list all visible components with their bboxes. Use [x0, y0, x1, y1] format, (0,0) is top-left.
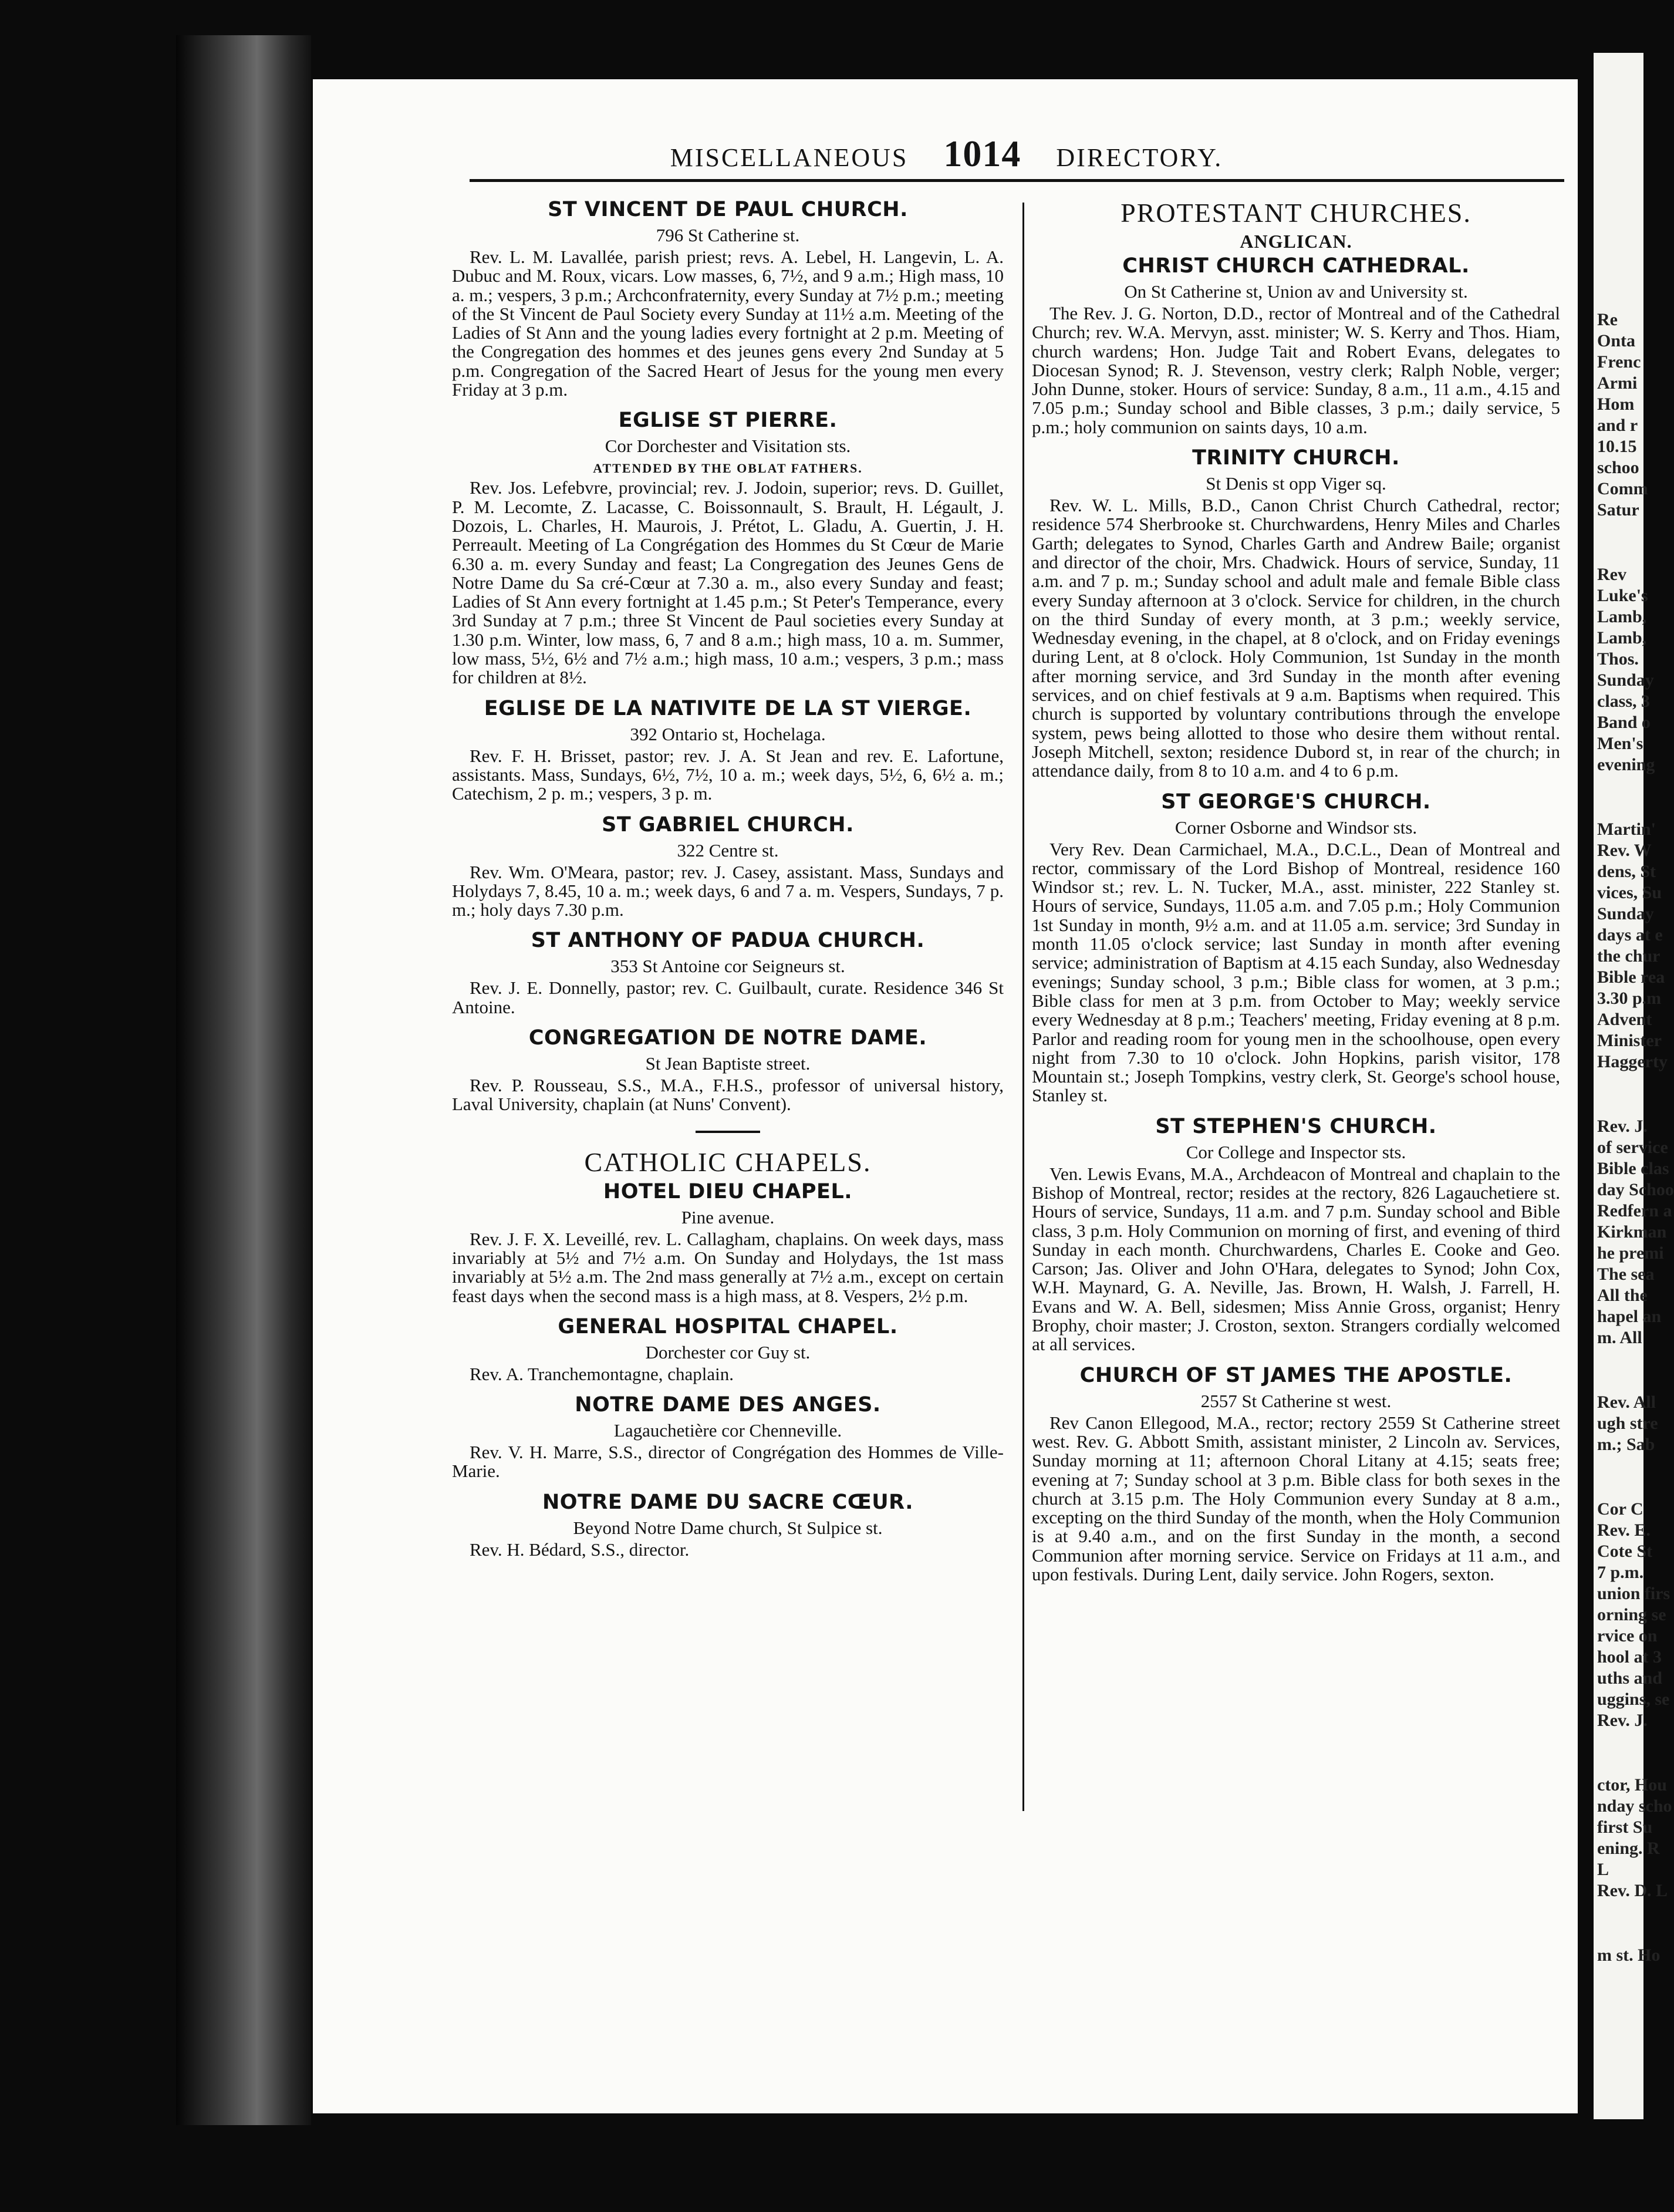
- next-page-fragment: L: [1597, 1860, 1609, 1879]
- next-page-edge: [1594, 53, 1674, 2119]
- entry-text: Rev. H. Bédard, S.S., director.: [470, 1539, 690, 1560]
- next-page-fragment: Bible rea: [1597, 967, 1665, 987]
- next-page-fragment: Frenc: [1597, 352, 1641, 372]
- entry-title: NOTRE DAME DES ANGES.: [575, 1393, 881, 1417]
- next-page-fragment: Rev. D. L: [1597, 1881, 1668, 1900]
- entry-text: Very Rev. Dean Carmichael, M.A., D.C.L., Dean of Montreal and rector, commissary of the Lord Bishop of Montreal, residence 160 Windsor st.; rev. L. N. Tucker, M.A., asst. minister, 222 Stanley st. Hours of service, Sundays, 11.05 a.m. and 7.05 p.m.; Holy Communion 1st Sunday in month, 9½ a.m. and at 11.05 a.m. service; 3rd Sunday in month 11.05 o'clock service; last Sunday in month after evening service; administration of Baptism at 4.15 each Sunday, also Wednesday evenings; Sunday school, 3 p.m.; Bible class for women, at 3 p.m.; Bible class for men at 3 p.m. from October to May; weekly service every Wednesday at 8 p.m.; Teachers' meeting, Friday evening at 8 p.m. Parlor and reading room for young men in the schoolhouse, open every night from 7.30 to 10 o'clock. John Hopkins, parish visitor, 178 Mountain st.; Joseph Tompkins, vestry clerk, St. George's school house, Stanley st.: [1032, 838, 1560, 1106]
- entry-address: 322 Centre st.: [677, 839, 779, 861]
- entry-text: Rev. J. E. Donnelly, pastor; rev. C. Guilbault, curate. Residence 346 St Antoine.: [452, 977, 1004, 1017]
- entry-text: Rev. P. Rousseau, S.S., M.A., F.H.S., professor of universal history, Laval University, chaplain (at Nuns' Convent).: [452, 1075, 1004, 1115]
- entry-general-hospital: [452, 1314, 1004, 1384]
- next-page-fragment: Luke's: [1597, 586, 1648, 605]
- entry-st-stephen: [1032, 1114, 1560, 1354]
- next-page-fragment: Lamb,: [1597, 607, 1647, 626]
- next-page-fragment: Advent: [1597, 1010, 1652, 1029]
- next-page-fragment: hapel an: [1597, 1307, 1662, 1326]
- next-page-fragment: 7 p.m.: [1597, 1563, 1644, 1582]
- entry-title: ST STEPHEN'S CHURCH.: [1155, 1114, 1437, 1138]
- next-page-fragment: day Schoo: [1597, 1180, 1674, 1199]
- entry-hotel-dieu: [452, 1179, 1004, 1306]
- next-page-fragment: orning se: [1597, 1605, 1666, 1624]
- next-page-fragment: ening. R: [1597, 1839, 1660, 1858]
- entry-st-anthony: [452, 928, 1004, 1017]
- entry-title: ST GEORGE'S CHURCH.: [1161, 790, 1431, 814]
- next-page-fragment: uggins, se: [1597, 1690, 1670, 1709]
- entry-title: CONGREGATION DE NOTRE DAME.: [528, 1026, 927, 1050]
- next-page-fragment: Satur: [1597, 500, 1639, 520]
- next-page-fragment: Sunday: [1597, 904, 1654, 923]
- next-page-fragment: union firs: [1597, 1584, 1670, 1603]
- next-page-fragment: Band o: [1597, 713, 1651, 732]
- entry-address: St Jean Baptiste street.: [645, 1053, 811, 1074]
- entry-text: Rev. J. F. X. Leveillé, rev. L. Callagham, chaplains. On week days, mass invariably at 5½ and 7½ a.m. On Sunday and Holydays, the 1st mass invariably at 5½ a.m. The 2nd mass generally at 7½ a.m., except on certain feast days when the second mass is a high mass, at 8. Vespers, 2½ p.m.: [452, 1228, 1004, 1306]
- next-page-fragment: ugh stre: [1597, 1414, 1658, 1433]
- entry-address: Beyond Notre Dame church, St Sulpice st.: [573, 1517, 883, 1538]
- next-page-fragment: Sunday: [1597, 670, 1654, 690]
- next-page-fragment: Lamb,: [1597, 628, 1647, 648]
- entry-trinity: [1032, 445, 1560, 780]
- next-page-fragment: hool at 3: [1597, 1647, 1662, 1667]
- entry-text: Rev. F. H. Brisset, pastor; rev. J. A. St Jean and rev. E. Lafortune, assistants. Mass, Sundays, 6½, 7½, 10 a. m.; week days, 5½, 6, 6½ a. m.; Catechism, 2 p. m.; vespers, 3 p. m.: [452, 745, 1004, 804]
- entry-notre-dame-des-anges: [452, 1392, 1004, 1481]
- section-divider: [696, 1131, 760, 1133]
- subsection-anglican: ANGLICAN.: [1240, 231, 1352, 252]
- next-page-fragment: days at e: [1597, 925, 1663, 945]
- entry-text: The Rev. J. G. Norton, D.D., rector of Montreal and of the Cathedral Church; rev. W.A. Mervyn, asst. minister; W. S. Kerry and Thos. Hiam, church wardens; Hon. Judge Tait and Robert Evans, delegates to Diocesan Synod; R. J. Stevenson, vestry clerk; Ralph Noble, verger; John Dunne, stoker. Hours of service: Sunday, 8 a.m., 11 a.m., 4.15 and 7.05 p.m.; Sunday school and Bible classes, 3 p.m.; daily service, 5 p.m.; holy communion on saints days, 10 a.m.: [1032, 303, 1560, 437]
- next-page-fragment: evening: [1597, 755, 1655, 774]
- next-page-fragment: of service: [1597, 1138, 1668, 1157]
- next-page-fragment: Rev. All: [1597, 1392, 1656, 1412]
- header-left: MISCELLANEOUS: [670, 143, 909, 172]
- next-page-fragment: Cote St: [1597, 1542, 1653, 1561]
- next-page-fragment: All the: [1597, 1286, 1648, 1305]
- entry-title: HOTEL DIEU CHAPEL.: [603, 1179, 853, 1203]
- entry-note: ATTENDED BY THE OBLAT FATHERS.: [593, 461, 863, 476]
- entry-text: Rev. A. Tranchemontagne, chaplain.: [470, 1363, 734, 1384]
- entry-text: Rev. Jos. Lefebvre, provincial; rev. J. Jodoin, superior; revs. D. Guillet, P. M. Lecomte, Z. Lacasse, C. Boissonnault, S. Brault, H. Légault, J. Dozois, L. Charles, H. Maurois, J. Prétot, L. Gladu, A. Guertin, J. H. Perreault. Meeting of La Congrégation des Hommes du St Cœur de Marie 6.30 a. m. every Sunday and feast; La Congregation des Jeunes Gens de Notre Dame du Sa cré-Cœur at 7.30 a. m., also every Sunday and feast; Ladies of St Ann every fortnight at 1.45 p.m.; St Peter's Temperance, every 3rd Sunday at 7 p.m.; three St Vincent de Paul societies every Sunday at 1.30 p.m. Winter, low mass, 6, 7 and 8 a.m.; high mass, 10 a. m. Summer, low mass, 5½, 6½ and 7½ a.m.; high mass, 10 a.m.; vespers, 3 p.m.; mass for children at 8½.: [452, 477, 1004, 688]
- next-page-fragment: Onta: [1597, 331, 1636, 350]
- next-page-fragment: Hom: [1597, 394, 1635, 414]
- next-page-fragment: Bible clas: [1597, 1159, 1669, 1178]
- next-page-fragment: Haggerty: [1597, 1052, 1668, 1071]
- page-number: 1014: [943, 133, 1021, 174]
- next-page-fragment: 3.30 p.m: [1597, 989, 1662, 1008]
- entry-text: Rev. V. H. Marre, S.S., director of Congrégation des Hommes de Ville-Marie.: [452, 1442, 1004, 1482]
- next-page-fragment: The sea: [1597, 1265, 1655, 1284]
- entry-address: 2557 St Catherine st west.: [1200, 1390, 1392, 1411]
- entry-text: Rev. L. M. Lavallée, parish priest; revs. A. Lebel, H. Langevin, L. A. Dubuc and M. Roux, vicars. Low masses, 6, 7½, and 9 a.m.; High mass, 10 a. m.; vespers, 3 p.m.; Archconfraternity, every Sunday at 7½ p.m.; meeting of the St Vincent de Paul Society every Sunday at 11½ a.m. Meeting of the Ladies of St Ann and the young ladies every fortnight at 2 p.m. Meeting of the Congregation des hommes et des jeunes gens every 2nd Sunday at 5 p.m. Congregation of the Sacred Heart of Jesus for the young men every Friday at 3 p.m.: [452, 247, 1004, 400]
- header-rule: [470, 179, 1564, 182]
- entry-text: Rev. Wm. O'Meara, pastor; rev. J. Casey, assistant. Mass, Sundays and Holydays 7, 8.45, 10 a. m.; week days, 6 and 7 a. m. Vespers, Sundays, 7 p. m.; holy days 7.30 p.m.: [452, 861, 1004, 920]
- entry-st-george: [1032, 789, 1560, 1105]
- entry-st-james: [1032, 1363, 1560, 1584]
- book-spine: [176, 35, 311, 2125]
- column-divider: [1022, 203, 1024, 1811]
- entry-notre-dame-sacre-coeur: [452, 1489, 1004, 1559]
- next-page-fragment: m. All: [1597, 1328, 1642, 1347]
- entry-title: CHRIST CHURCH CATHEDRAL.: [1122, 254, 1470, 278]
- entry-title: EGLISE DE LA NATIVITE DE LA ST VIERGE.: [484, 696, 972, 720]
- next-page-fragment: Rev: [1597, 565, 1626, 584]
- entry-christ-church: [1032, 253, 1560, 437]
- next-page-fragment: Armi: [1597, 373, 1638, 393]
- next-page-fragment: Rev. E.: [1597, 1520, 1651, 1540]
- entry-congregation: [452, 1025, 1004, 1114]
- next-page-fragment: Cor C: [1597, 1499, 1643, 1519]
- entry-address: 353 St Antoine cor Seigneurs st.: [610, 956, 845, 977]
- next-page-fragment: rvice on: [1597, 1626, 1658, 1645]
- entry-eglise-st-pierre: [452, 407, 1004, 687]
- entry-st-vincent-de-paul: [452, 197, 1004, 399]
- next-page-fragment: Rev. W: [1597, 841, 1652, 860]
- next-page-fragment: schoo: [1597, 458, 1639, 477]
- next-page-fragment: dens, St: [1597, 862, 1656, 881]
- next-page-fragment: and r: [1597, 416, 1638, 435]
- entry-title: TRINITY CHURCH.: [1192, 446, 1400, 470]
- next-page-fragment: Rev. J.: [1597, 1711, 1648, 1730]
- entry-title: NOTRE DAME DU SACRE CŒUR.: [542, 1490, 914, 1514]
- entry-address: Corner Osborne and Windsor sts.: [1174, 817, 1418, 838]
- next-page-fragment: Martin': [1597, 820, 1656, 839]
- entry-address: 796 St Catherine st.: [656, 225, 800, 245]
- next-page-fragment: he premi: [1597, 1243, 1664, 1263]
- next-page-fragment: uths and: [1597, 1668, 1662, 1688]
- next-page-fragment: m st. Ho: [1597, 1945, 1661, 1965]
- entry-address: Cor Dorchester and Visitation sts.: [605, 436, 851, 457]
- next-page-fragment: first Su: [1597, 1818, 1653, 1837]
- next-page-fragment: vices, Su: [1597, 883, 1662, 902]
- entry-text: Ven. Lewis Evans, M.A., Archdeacon of Montreal and chaplain to the Bishop of Montreal, rector; resides at the rectory, 826 Lagauchetiere st. Hours of service, Sundays, 11 a.m. and 7 p.m. Sunday school and Bible class, 3 p.m. Holy Communion on morning of first, and evening of third Sunday in each month. Churchwardens, Charles E. Cooke and Geo. Carson; Jas. Oliver and John O'Hara, delegates to Synod; John Cox, W.H. Maynard, G. A. Neville, Jas. Brown, H. Walsh, J. Farrell, H. Evans and W. A. Bell, sidesmen; Miss Annie Gross, organist; Henry Brophy, choir master; J. Croston, sexton. Strangers cordially welcomed at all services.: [1032, 1163, 1560, 1355]
- entry-text: Rev Canon Ellegood, M.A., rector; rectory 2559 St Catherine street west. Rev. G. Abbott Smith, assistant minister, 2 Lincoln av. Services, Sunday morning at 11; afternoon Choral Litany at 4.15; seats free; evening at 7; Sunday school at 3 p.m. Bible class for both sexes in the church at 3.15 p.m. The Holy Communion every Sunday at 8 a.m., excepting on the third Sunday of the month, when the Holy Communion is at 9.40 a.m., and on the first Sunday in the month, a second Communion after morning service. Service on Fridays at 11 a.m., and upon festivals. During Lent, daily service. John Rogers, sexton.: [1032, 1412, 1560, 1585]
- next-page-fragment: 10.15: [1597, 437, 1637, 456]
- next-page-fragment: nday scho: [1597, 1796, 1672, 1816]
- entry-title: EGLISE ST PIERRE.: [618, 409, 838, 433]
- entry-title: GENERAL HOSPITAL CHAPEL.: [558, 1314, 898, 1338]
- entry-address: On St Catherine st, Union av and University st.: [1124, 281, 1468, 302]
- entry-st-gabriel: [452, 812, 1004, 920]
- entry-text: Rev. W. L. Mills, B.D., Canon Christ Church Cathedral, rector; residence 574 Sherbrooke st. Churchwardens, Henry Miles and Charles Garth; delegates to Synod, Charles Garth and Andrew Baile; organist and director of the choir, Mrs. Chadwick. Hours of service, Sunday, 11 a.m. and 7 p. m.; Sunday school and adult male and female Bible class every Sunday afternoon at 3 o'clock. Service for children, in the church on the third Sunday of every month, at 3 p.m.; weekly service, Wednesday evening, in the chapel, at 8 o'clock, and on Friday evenings during Lent, at 8 o'clock. Holy Communion, 1st Sunday in the month after morning service, and 3rd Sunday in the month after evening services, and on chief festivals at 9 a.m. Baptisms when required. This church is supported by voluntary contributions through the envelope system, pews being allotted to those who desire them without rental. Joseph Mitchell, sexton; residence Dubord st, in rear of the church; in attendance daily, from 8 to 10 a.m. and 4 to 6 p.m.: [1032, 495, 1560, 781]
- entry-title: ST GABRIEL CHURCH.: [602, 812, 854, 837]
- next-page-fragment: Minister: [1597, 1031, 1662, 1050]
- next-page-fragment: Men's: [1597, 734, 1643, 753]
- next-page-fragment: Kirkman: [1597, 1222, 1667, 1242]
- entry-title: CHURCH OF ST JAMES THE APOSTLE.: [1079, 1363, 1513, 1387]
- entry-address: 392 Ontario st, Hochelaga.: [630, 723, 826, 744]
- next-page-fragment: the chur: [1597, 946, 1661, 966]
- page-header: [314, 132, 1579, 176]
- section-heading-catholic-chapels: CATHOLIC CHAPELS.: [584, 1147, 872, 1177]
- entry-nativite: [452, 696, 1004, 804]
- next-page-fragment: Rev. J.: [1597, 1117, 1648, 1136]
- next-page-fragment: class, 3: [1597, 692, 1650, 711]
- next-page-fragment: Re: [1597, 310, 1618, 329]
- entry-address: Lagauchetière cor Chenneville.: [613, 1420, 842, 1441]
- entry-title: ST ANTHONY OF PADUA CHURCH.: [531, 929, 925, 953]
- section-heading-protestant: PROTESTANT CHURCHES.: [1120, 198, 1472, 228]
- entry-address: Dorchester cor Guy st.: [645, 1341, 811, 1363]
- next-page-fragment: m.; Sab: [1597, 1435, 1655, 1454]
- header-right: DIRECTORY.: [1056, 143, 1223, 172]
- entry-address: Pine avenue.: [681, 1206, 775, 1228]
- entry-address: St Denis st opp Viger sq.: [1206, 473, 1386, 494]
- next-page-fragment: Thos.: [1597, 649, 1639, 669]
- next-page-fragment: Comm: [1597, 479, 1648, 498]
- next-page-fragment: ctor, Hou: [1597, 1775, 1667, 1795]
- entry-title: ST VINCENT DE PAUL CHURCH.: [548, 198, 908, 221]
- entry-address: Cor College and Inspector sts.: [1186, 1141, 1406, 1162]
- right-column: [1032, 197, 1560, 1584]
- left-column: [452, 197, 1004, 1559]
- next-page-fragment: Redfern a: [1597, 1201, 1672, 1220]
